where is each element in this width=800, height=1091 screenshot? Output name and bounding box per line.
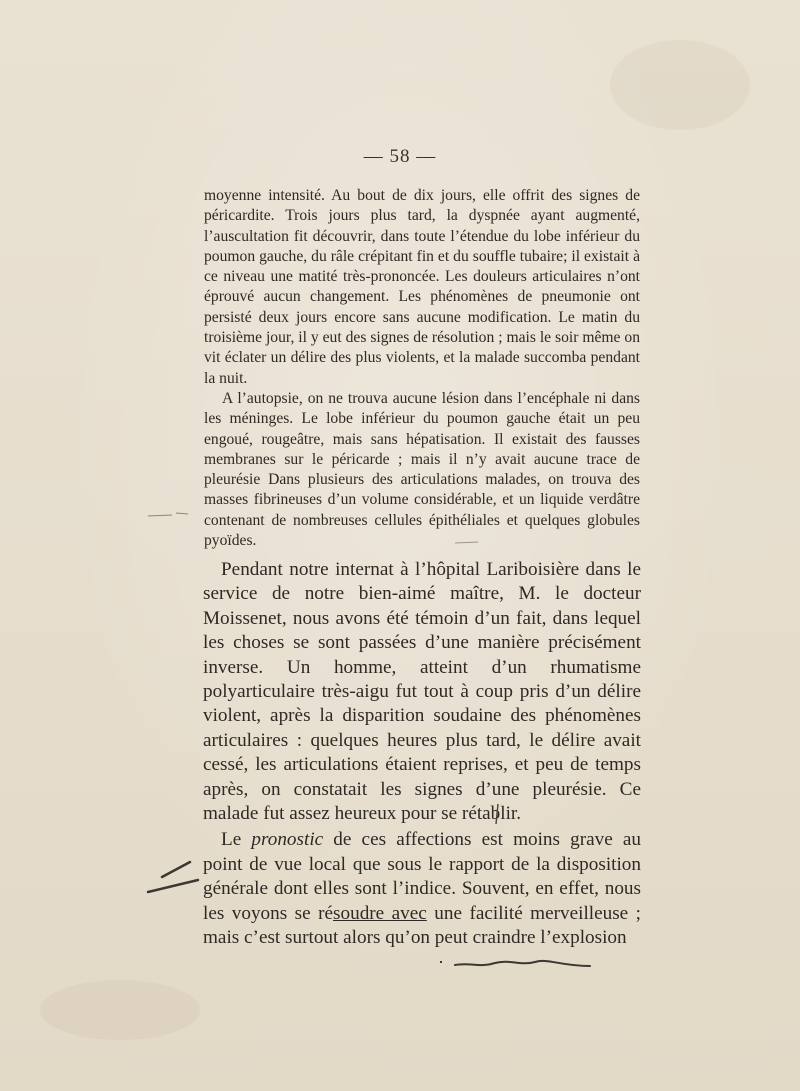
prognosis-term: pronostic [251, 829, 324, 851]
prognosis-paragraph [203, 828, 641, 950]
prognosis-underlined: soudre avec [333, 902, 427, 924]
autopsy-paragraph: A l’autopsie, on ne trouva aucune lésion dans l’encéphale ni dans les méninges. Le lobe inférieur du poumon gauche était un peu engoué, rougeâtre, mais sans hépatisation. Il existait des fausses membranes sur le péricarde ; mais il n’y avait aucune trace de pleurésie Dans plusieurs des articulations malades, on trouva des masses fibrineuses d’un volume considérable, et un liquide verdâtre contenant de nombreuses cellules épithéliales et quelques globules pyoïdes. [204, 389, 640, 550]
paper-stain [610, 40, 750, 130]
paper-stain [40, 980, 200, 1040]
prognosis-end: une facilité merveilleuse ; mais c’est surtout alors qu’on peut craindre l’explosion [203, 902, 641, 949]
pencil-stroke-upper [162, 862, 190, 877]
prognosis-middle: de ces affections est moins grave au point de vue local que sous le rapport de la disposition générale dont elles sont l’indice. Souvent, en effet, nous les voyons se ré [203, 829, 641, 924]
page-number: — 58 — [363, 146, 437, 167]
pencil-dash-left [148, 513, 188, 516]
main-text [203, 558, 641, 951]
pencil-underline-wave [455, 961, 590, 966]
case-report-paragraph: moyenne intensité. Au bout de dix jours, elle offrit des signes de péricardite. Trois jours plus tard, la dyspnée ayant augmenté, l’auscultation fit découvrir, dans toute l’étendue du lobe inférieur du poumon gauche, du râle crépitant fin et du souffle tubaire; il existait à ce niveau une matité très-prononcée. Les douleurs articulaires n’ont éprouvé aucun changement. Les phénomènes de pneumonie ont persisté deux jours encore sans aucune modification. Le matin du troisième jour, il y eut des signes de résolution ; mais le soir même on vit éclater un délire des plus violents, et la malade succomba pendant la nuit. [204, 187, 640, 387]
prognosis-start: Le [221, 829, 252, 851]
pencil-stroke-lower [148, 880, 198, 892]
internship-paragraph: Pendant notre internat à l’hôpital Lariboisière dans le service de notre bien-aimé maître, M. le docteur Moissenet, nous avons été témoin d’un fait, dans lequel les choses se sont passées d’une manière précisément inverse. Un homme, atteint d’un rhumatisme polyarticulaire très-aigu fut tout à coup pris d’un délire violent, après la disparition soudaine des phénomènes articulaires : quelques heures plus tard, le délire avait cessé, les articulations étaient reprises, et peu de temps après, on constatait les signes d’une pleurésie. Ce malade fut assez heureux pour se rétablir. [203, 559, 641, 825]
case-report-text [204, 186, 640, 551]
